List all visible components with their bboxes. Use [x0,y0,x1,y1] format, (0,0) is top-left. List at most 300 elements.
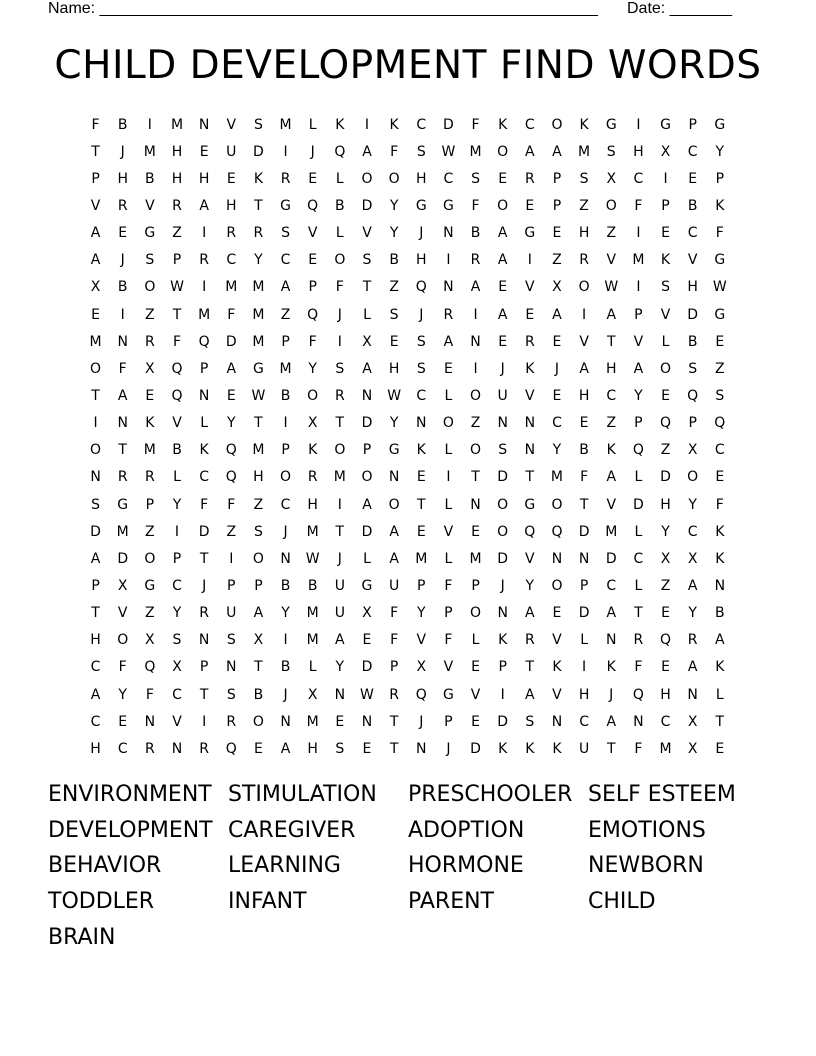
grid-letter: C [172,577,182,594]
grid-letter: P [199,360,209,377]
grid-letter: Z [145,306,155,323]
grid-letter: E [471,523,480,540]
grid-letter: V [579,333,589,350]
grid-letter: I [147,116,152,133]
grid-letter: E [118,225,128,242]
grid-letter: T [416,496,426,513]
grid-letter: B [470,225,481,242]
grid-letter: D [253,143,264,160]
grid-letter: K [498,116,508,133]
grid-letter: X [687,740,698,757]
grid-letter: O [578,279,590,296]
grid-letter: A [90,550,101,567]
grid-letter: A [606,469,617,486]
grid-letter: E [471,713,480,730]
grid-letter: X [362,333,372,350]
grid-letter: Q [144,659,156,676]
grid-letter: O [551,577,563,594]
page-title: CHILD DEVELOPMENT FIND WORDS [54,43,762,88]
grid-letter: J [337,306,342,323]
grid-letter: E [661,659,670,676]
grid-letter: W [387,387,402,404]
grid-letter: L [444,387,453,404]
grid-letter: V [226,116,237,133]
grid-letter: D [660,469,671,486]
grid-letter: C [443,170,454,187]
grid-letter: C [606,387,617,404]
grid-letter: S [416,333,426,350]
grid-letter: O [388,496,400,513]
grid-letter: I [283,415,288,432]
grid-letter: T [254,659,263,676]
grid-letter: S [145,252,155,269]
grid-letter: I [582,659,587,676]
grid-letter: B [389,252,399,269]
grid-letter: R [117,197,128,214]
word-list-item: SELF ESTEEM [588,782,736,807]
word-list-item: NEWBORN [588,853,704,879]
grid-letter: N [198,387,210,404]
grid-letter: R [226,713,237,730]
grid-letter: K [715,659,725,676]
grid-letter: J [419,306,424,323]
grid-letter: C [687,523,698,540]
grid-letter: E [661,387,670,404]
grid-letter: C [416,116,427,133]
grid-letter: Z [280,306,291,323]
grid-letter: J [283,523,288,540]
grid-letter: N [416,415,427,432]
grid-letter: Y [389,225,399,242]
grid-letter: U [388,577,400,594]
grid-letter: U [334,577,345,594]
grid-letter: D [90,523,101,540]
grid-letter: D [578,523,590,540]
grid-letter: N [334,686,346,703]
grid-letter: K [253,170,263,187]
grid-letter: A [117,387,128,404]
header-line [48,0,748,20]
grid-letter: A [525,605,535,622]
grid-letter: P [199,659,209,676]
grid-letter: C [199,469,210,486]
grid-letter: G [524,496,536,513]
grid-letter: P [552,170,562,187]
grid-letter: S [226,686,236,703]
grid-letter: F [715,496,724,513]
grid-letter: N [687,686,698,703]
grid-letter: O [307,387,319,404]
grid-letter: G [442,686,454,703]
grid-letter: Q [660,632,672,649]
grid-letter: F [118,360,127,377]
grid-letter: V [552,686,562,703]
grid-letter: K [525,360,535,377]
grid-letter: D [605,550,617,567]
grid-letter: H [633,143,644,160]
grid-letter: F [227,496,236,513]
grid-letter: D [361,523,373,540]
grid-letter: A [443,333,454,350]
grid-letter: A [90,686,101,703]
grid-letter: F [634,659,643,676]
grid-letter: I [500,686,505,703]
grid-letter: A [687,659,698,676]
grid-letter: B [253,686,264,703]
grid-letter: U [497,387,508,404]
grid-letter: J [419,713,424,730]
grid-letter: B [280,387,291,404]
grid-letter: T [254,415,263,432]
grid-letter: B [307,577,318,594]
grid-letter: A [525,686,535,703]
grid-letter: V [606,496,617,513]
grid-letter: N [280,713,291,730]
grid-letter: R [389,686,399,703]
grid-letter: S [525,713,535,730]
grid-letter: Y [254,252,263,269]
grid-letter: T [471,469,480,486]
grid-letter: Z [389,279,399,296]
word-list-item: PARENT [408,889,494,915]
grid-letter: C [280,252,291,269]
grid-letter: V [362,225,372,242]
grid-letter: G [714,116,726,133]
grid-letter: I [337,333,342,350]
grid-letter: E [661,225,670,242]
grid-letter: T [525,659,535,676]
grid-letter: X [687,442,698,459]
grid-letter: F [390,605,399,622]
grid-letter: M [306,713,319,730]
grid-letter: F [91,116,100,133]
grid-letter: X [307,415,318,432]
grid-letter: D [578,605,590,622]
grid-letter: J [500,360,505,377]
grid-letter: V [90,197,101,214]
grid-letter: M [252,306,265,323]
grid-letter: T [91,605,100,622]
grid-letter: E [552,333,562,350]
grid-letter: A [280,740,291,757]
grid-letter: N [443,225,454,242]
word-list-item: BRAIN [48,924,116,950]
grid-letter: F [715,225,724,242]
word-list-item: LEARNING [228,853,341,879]
grid-letter: N [416,740,427,757]
grid-letter: R [199,740,209,757]
grid-letter: K [498,740,508,757]
grid-letter: G [415,197,427,214]
grid-letter: Z [606,225,617,242]
grid-letter: G [252,360,264,377]
grid-letter: P [145,496,155,513]
grid-letter: Y [172,496,182,513]
grid-letter: F [471,116,480,133]
grid-letter: G [524,225,536,242]
grid-letter: S [498,442,508,459]
grid-letter: R [144,469,155,486]
grid-letter: Q [714,415,726,432]
grid-letter: A [253,605,264,622]
grid-letter: E [362,632,372,649]
grid-letter: M [252,279,265,296]
grid-letter: A [362,496,372,513]
grid-letter: O [551,116,563,133]
grid-letter: C [687,143,698,160]
grid-letter: T [118,442,127,459]
grid-letter: S [606,143,616,160]
grid-letter: E [443,360,453,377]
word-list-item: BEHAVIOR [48,853,162,879]
grid-letter: M [469,143,482,160]
grid-letter: A [497,306,508,323]
grid-letter: V [633,333,644,350]
grid-letter: T [362,279,372,296]
word-list [48,777,768,955]
grid-letter: C [552,415,562,432]
grid-letter: T [389,713,399,730]
grid-letter: F [444,577,453,594]
grid-letter: S [281,225,290,242]
grid-letter: L [715,686,724,703]
grid-letter: H [660,686,671,703]
grid-letter: O [252,550,264,567]
grid-letter: H [687,279,698,296]
grid-letter: W [170,279,184,296]
grid-letter: X [606,170,617,187]
grid-letter: L [634,469,643,486]
grid-letter: P [634,306,643,323]
grid-letter: X [687,550,698,567]
grid-letter: C [172,686,182,703]
word-list-item: STIMULATION [228,782,377,807]
grid-letter: M [632,252,645,269]
grid-letter: D [687,306,699,323]
grid-letter: M [605,523,618,540]
grid-letter: F [634,740,643,757]
grid-letter: M [578,143,591,160]
grid-letter: K [552,659,562,676]
grid-letter: D [361,659,373,676]
grid-letter: H [415,170,427,187]
grid-letter: E [498,333,508,350]
grid-letter: V [443,523,454,540]
grid-letter: N [226,659,237,676]
grid-letter: P [308,279,317,296]
grid-letter: T [172,306,182,323]
grid-letter: S [91,496,101,513]
grid-letter: E [498,170,508,187]
grid-letter: F [145,686,154,703]
grid-letter: E [525,197,535,214]
grid-letter: V [525,550,535,567]
grid-letter: G [144,225,156,242]
grid-letter: Y [416,605,426,622]
grid-letter: E [525,306,535,323]
grid-letter: L [363,306,371,323]
grid-letter: P [688,116,697,133]
grid-letter: X [687,713,698,730]
grid-letter: A [606,306,617,323]
grid-letter: P [552,197,562,214]
grid-letter: J [310,143,315,160]
grid-letter: H [388,360,400,377]
grid-letter: Q [198,333,210,350]
grid-letter: C [660,713,671,730]
grid-letter: Y [525,577,535,594]
grid-letter: Q [307,306,319,323]
grid-letter: J [337,550,342,567]
grid-letter: A [389,550,399,567]
grid-letter: X [660,550,671,567]
grid-letter: J [202,577,207,594]
grid-letter: C [226,252,237,269]
grid-letter: R [253,225,264,242]
grid-letter: A [226,360,237,377]
grid-letter: A [362,143,372,160]
grid-letter: Q [225,442,237,459]
grid-letter: V [172,713,182,730]
grid-letter: O [470,605,482,622]
grid-letter: D [117,550,129,567]
grid-letter: A [335,632,345,649]
grid-letter: K [606,659,616,676]
grid-letter: J [554,360,560,377]
grid-letter: S [226,632,236,649]
grid-letter: T [634,605,643,622]
grid-letter: K [552,740,562,757]
grid-letter: P [634,415,643,432]
grid-letter: I [202,225,207,242]
grid-letter: Y [389,197,399,214]
grid-letter: T [254,197,263,214]
grid-letter: M [143,143,156,160]
grid-letter: O [117,632,129,649]
grid-letter: Q [225,740,237,757]
grid-letter: C [633,170,644,187]
grid-letter: O [388,170,400,187]
grid-letter: T [389,740,399,757]
grid-letter: B [145,170,155,187]
grid-letter: S [715,387,725,404]
grid-letter: O [470,387,482,404]
grid-letter: B [687,197,698,214]
grid-letter: J [446,740,451,757]
grid-letter: Y [118,686,127,703]
grid-letter: H [660,496,671,513]
grid-letter: F [634,197,643,214]
grid-letter: F [227,306,236,323]
grid-letter: T [199,550,209,567]
grid-letter: P [444,605,453,622]
grid-letter: D [497,550,509,567]
grid-letter: O [497,143,509,160]
word-list-item: EMOTIONS [588,817,706,843]
grid-letter: P [688,415,697,432]
grid-letter: X [117,577,128,594]
grid-letter: W [712,279,727,296]
grid-letter: Y [688,605,697,622]
grid-letter: P [715,170,725,187]
grid-letter: I [364,116,370,133]
grid-letter: V [416,632,427,649]
grid-letter: M [116,523,129,540]
name-label: Name: ________________________________________________________ [48,0,598,17]
grid-letter: K [335,116,345,133]
grid-letter: N [606,632,617,649]
grid-letter: A [497,225,508,242]
grid-letter: L [634,523,643,540]
grid-letter: R [524,632,535,649]
grid-letter: T [579,496,589,513]
grid-letter: L [335,225,344,242]
grid-letter: M [198,306,211,323]
grid-letter: H [578,686,590,703]
grid-letter: N [117,415,128,432]
grid-letter: O [361,170,373,187]
grid-letter: E [416,523,426,540]
grid-letter: M [252,333,265,350]
grid-letter: I [446,469,451,486]
grid-letter: V [145,197,155,214]
grid-letter: E [471,659,480,676]
word-list-item: CAREGIVER [228,817,356,843]
grid-letter: V [172,415,182,432]
grid-letter: Y [715,143,725,160]
grid-letter: Z [715,360,725,377]
grid-letter: T [525,469,535,486]
grid-letter: Z [579,197,589,214]
grid-letter: Y [226,415,236,432]
grid-letter: F [200,496,209,513]
grid-letter: F [580,469,589,486]
grid-letter: B [280,577,291,594]
grid-letter: W [251,387,266,404]
grid-letter: X [416,659,427,676]
grid-letter: M [469,550,482,567]
grid-letter: N [280,550,291,567]
grid-letter: F [335,279,344,296]
grid-letter: L [308,116,317,133]
grid-letter: R [633,632,644,649]
grid-letter: S [362,252,372,269]
grid-letter: Y [308,360,317,377]
grid-letter: M [333,469,346,486]
grid-letter: S [389,306,399,323]
grid-letter: D [198,523,210,540]
grid-letter: M [252,442,265,459]
grid-letter: N [633,713,644,730]
grid-letter: Q [415,279,427,296]
grid-letter: O [361,469,373,486]
grid-letter: N [144,713,156,730]
grid-letter: N [551,713,563,730]
grid-letter: Z [253,496,264,513]
grid-letter: E [335,713,345,730]
grid-letter: P [471,577,480,594]
grid-letter: N [388,469,400,486]
grid-letter: V [525,279,535,296]
grid-letter: C [90,659,101,676]
grid-letter: G [660,116,671,133]
grid-letter: W [441,143,456,160]
grid-letter: G [714,306,726,323]
grid-letter: I [283,143,288,160]
grid-letter: P [281,442,290,459]
grid-letter: O [687,469,699,486]
grid-letter: Z [660,442,671,459]
